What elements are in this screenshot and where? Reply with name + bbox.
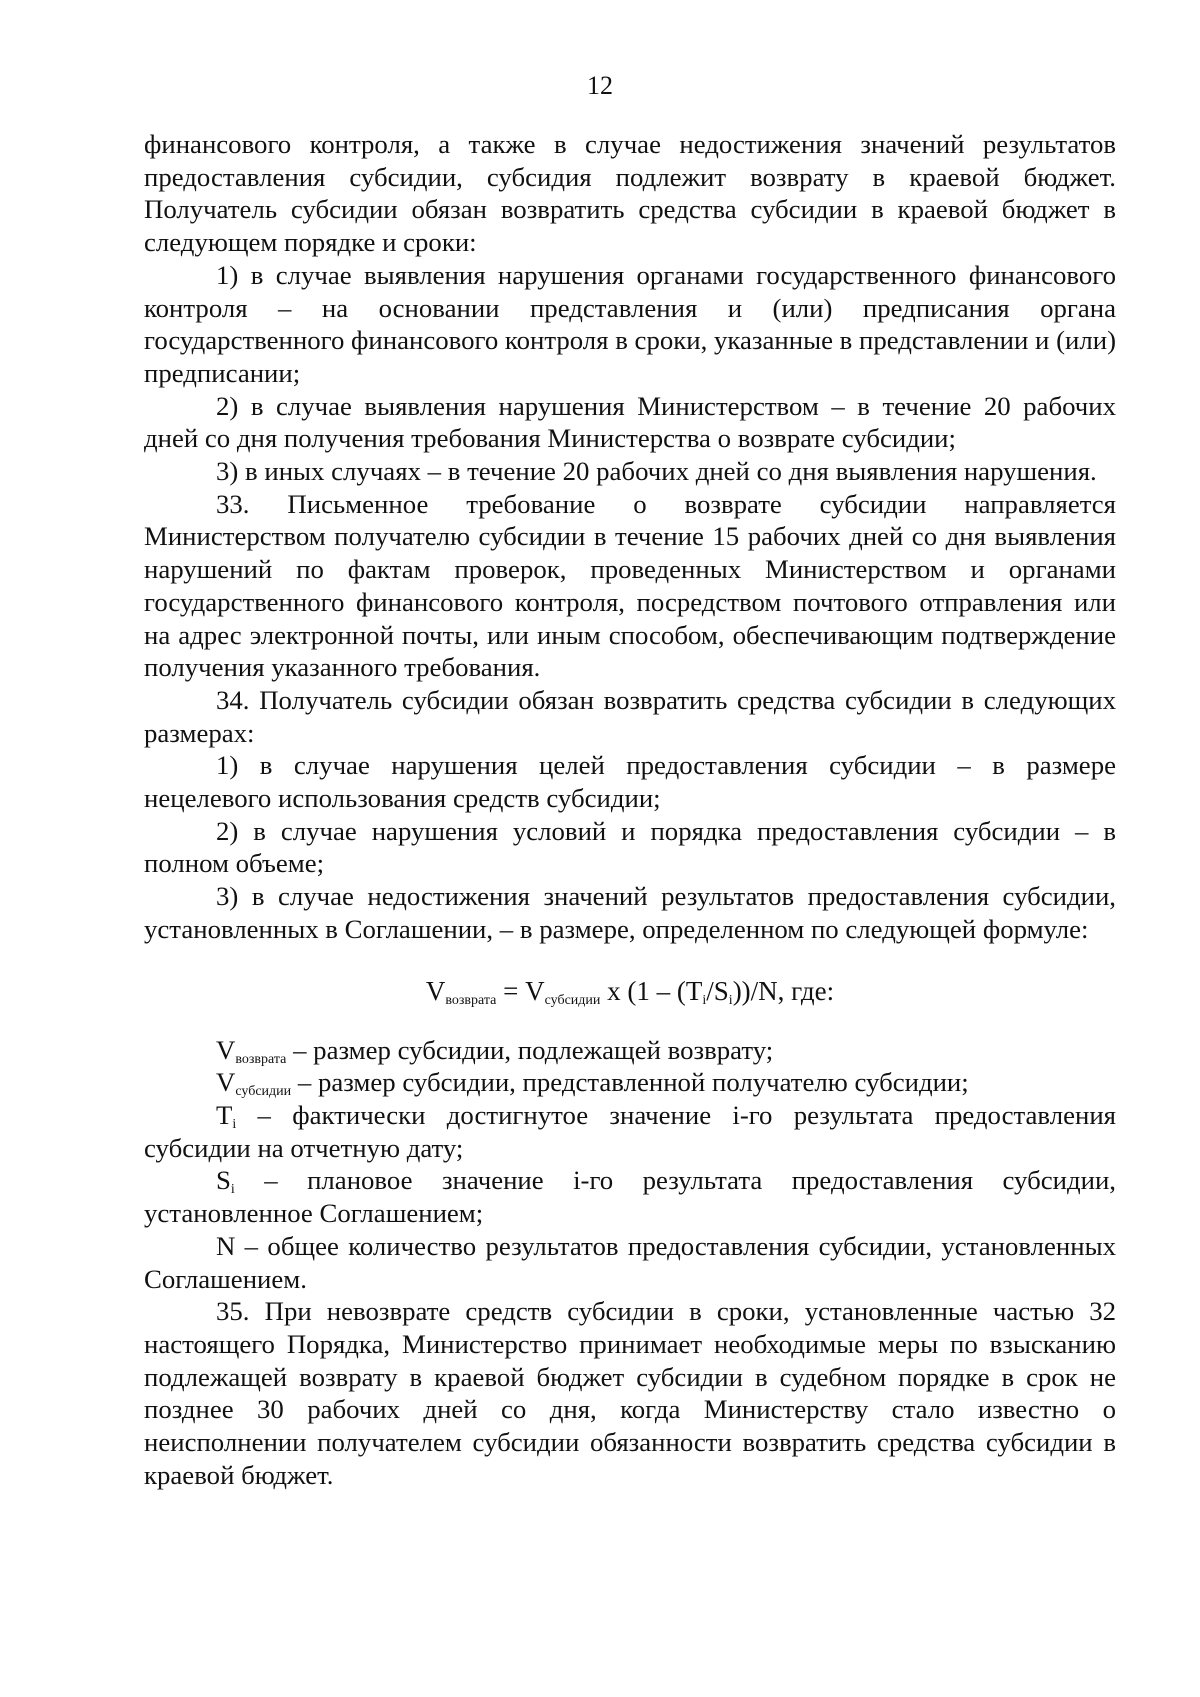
document-body (144, 128, 1116, 1491)
definition-t (144, 1099, 1116, 1164)
paragraph-34-item-3: 3) в случае недостижения значений результатов предоставления субсидии, установленных в Соглашении, – в размере, определенном по следующей формуле: (144, 881, 1116, 944)
formula-sub-return: возврата (445, 992, 497, 1008)
paragraph-33: 33. Письменное требование о возврате субсидии направляется Министерством получателю субсидии в течение 15 рабочих дней со дня выявления нарушений по фактам проверок, проведенных Министерством и органами государственного финансового контроля, посредством почтового отправления или на адрес электронной почты, или иным способом, обеспечивающим подтверждение получения указанного требования. (144, 488, 1116, 683)
formula-v: V (425, 975, 446, 1006)
definition-v-return (144, 1034, 1116, 1067)
paragraph-34-item-2: 2) в случае нарушения условий и порядка предоставления субсидии – в полном объеме; (144, 815, 1116, 879)
def2-text: – размер субсидии, представленной получателю субсидии; (291, 1067, 969, 1098)
paragraph-continuation: финансового контроля, а также в случае недостижения значений результатов предоставления субсидии, субсидия подлежит возврату в краевой бюджет. Получатель субсидии обязан возвратить средства субсидии в краевой бюджет в следующем порядке и сроки: (144, 129, 1116, 258)
return-formula (144, 974, 1116, 1008)
formula-tail: ))/N, где: (732, 975, 835, 1006)
formula-sub-i2: i (728, 992, 733, 1008)
paragraph-item-3: 3) в иных случаях – в течение 20 рабочих дней со дня выявления нарушения. (216, 456, 1097, 487)
definition-n: N – общее количество результатов предоставления субсидии, установленных Соглашением. (144, 1230, 1116, 1294)
paragraph-35: 35. При невозврате средств субсидии в сроки, установленные частью 32 настоящего Порядка, Министерство принимает необходимые меры по взысканию подлежащей возврату в краевой бюджет субсидии в судебном порядке в срок не позднее 30 рабочих дней со дня, когда Министерству стало известно о неисполнении получателем субсидии обязанности возвратить средства субсидии в краевой бюджет. (144, 1296, 1116, 1490)
def4-sub: i (230, 1182, 235, 1198)
def1-sub: возврата (235, 1051, 287, 1067)
def3-symbol: T (216, 1099, 233, 1130)
def1-text: – размер субсидии, подлежащей возврату; (286, 1034, 774, 1065)
def3-text: – фактически достигнутое значение i-го результата предоставления субсидии на отчетную дату; (144, 1099, 1116, 1163)
formula-equals: = (496, 975, 526, 1006)
definition-s (144, 1164, 1116, 1229)
page-number: 12 (587, 71, 613, 100)
formula-sub-i1: i (702, 992, 707, 1008)
def1-symbol: V (216, 1034, 236, 1065)
paragraph-item-1: 1) в случае выявления нарушения органами государственного финансового контроля – на основании представления и (или) предписания органа государственного финансового контроля в сроки, указанные в представлении и (или) предписании; (144, 259, 1116, 388)
paragraph-item-2: 2) в случае выявления нарушения Министерством – в течение 20 рабочих дней со дня получения требования Министерства о возврате субсидии; (144, 390, 1116, 454)
def4-symbol: S (216, 1165, 231, 1196)
paragraph-34-item-1: 1) в случае нарушения целей предоставления субсидии – в размере нецелевого использования средств субсидии; (144, 750, 1116, 814)
formula-v-subsidy: V (525, 975, 545, 1006)
def4-text: – плановое значение i-го результата предоставления субсидии, установленное Соглашением; (144, 1165, 1116, 1229)
paragraph-34: 34. Получатель субсидии обязан возвратить средства субсидии в следующих размерах: (144, 684, 1116, 748)
def2-symbol: V (216, 1067, 236, 1098)
definition-v-subsidy (144, 1066, 1116, 1099)
formula-sub-subsidy: субсидии (544, 992, 601, 1008)
formula-slash: /S (706, 975, 729, 1006)
formula-mid: x (1 – (T (600, 975, 703, 1006)
def3-sub: i (232, 1116, 237, 1132)
def2-sub: субсидии (235, 1084, 292, 1100)
